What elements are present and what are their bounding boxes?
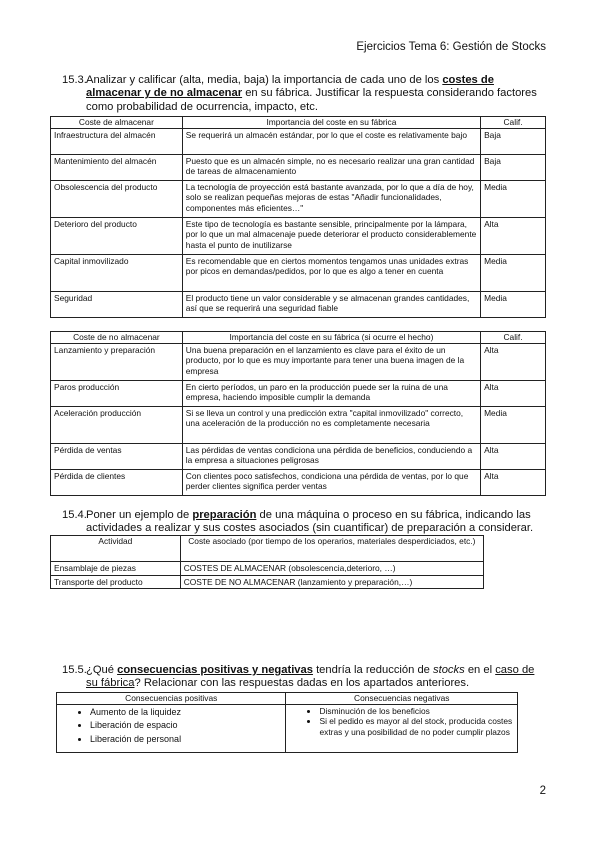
- column-header: Calif.: [481, 117, 546, 129]
- table-header-row: [57, 693, 518, 705]
- question-emphasis: preparación: [192, 509, 257, 521]
- negatives-list: [289, 706, 514, 738]
- column-header: Consecuencias negativas: [286, 693, 518, 705]
- question-15-5: [62, 664, 546, 691]
- cell: Una buena preparación en el lanzamiento es clave para el éxito de un producto, por lo que es muy importante para tener una buena imagen de la empresa: [182, 343, 480, 380]
- question-text: Poner un ejemplo de: [86, 509, 193, 521]
- cell: Pérdida de ventas: [51, 443, 183, 469]
- cell: Se requerirá un almacén estándar, por lo que el coste es relativamente bajo: [182, 128, 480, 154]
- cell: Lanzamiento y preparación: [51, 343, 183, 380]
- question-emphasis: costes de almacenar y de no almacenar: [86, 74, 494, 100]
- table-row: [51, 343, 546, 380]
- table-header-row: [51, 536, 484, 562]
- cell: Alta: [481, 343, 546, 380]
- column-header: Coste de almacenar: [51, 117, 183, 129]
- cell: Aceleración producción: [51, 406, 183, 443]
- table-row: [51, 254, 546, 291]
- cell: Paros producción: [51, 380, 183, 406]
- cell: Media: [481, 406, 546, 443]
- table-row: [51, 128, 546, 154]
- table-row: [51, 217, 546, 254]
- cell: [57, 704, 286, 752]
- table-row: [51, 154, 546, 180]
- question-number: 15.5.: [62, 664, 87, 676]
- cell: Baja: [481, 128, 546, 154]
- cell: Baja: [481, 154, 546, 180]
- question-15-4: [62, 509, 546, 536]
- table-costes-almacenar: [50, 116, 546, 318]
- cell: La tecnología de proyección está bastante avanzada, por lo que a día de hoy, solo se realizan pequeñas mejoras de estas "Añadir funcionalidades, componentes más eficientes…": [182, 180, 480, 217]
- cell: Media: [481, 291, 546, 317]
- table-row: [51, 562, 484, 576]
- list-item: • Liberación de espacio: [90, 719, 282, 733]
- cell: Con clientes poco satisfechos, condiciona una pérdida de ventas, por lo que perder clientes significa perder ventas: [182, 469, 480, 495]
- question-italic: stocks: [433, 664, 465, 676]
- cell: Media: [481, 180, 546, 217]
- cell: En cierto períodos, un paro en la producción puede ser la ruina de una empresa, haciendo imposible cumplir la demanda: [182, 380, 480, 406]
- question-text: tendría la reducción de: [312, 664, 433, 676]
- question-text: Analizar y calificar (alta, media, baja) la importancia de cada uno de los: [86, 74, 443, 86]
- column-header: Coste de no almacenar: [51, 332, 183, 344]
- list-item: • Aumento de la liquidez: [90, 706, 282, 720]
- question-text: en su fábrica. Justificar la respuesta considerando factores como probabilidad de ocurrencia, impacto, etc.: [86, 87, 537, 113]
- question-text: ¿Qué: [86, 664, 118, 676]
- cell: Transporte del producto: [51, 575, 181, 589]
- column-header: Actividad: [51, 536, 181, 562]
- table-row: [51, 575, 484, 589]
- cell: Las pérdidas de ventas condiciona una pérdida de beneficios, conduciendo a la empresa a situaciones peligrosas: [182, 443, 480, 469]
- cell: [286, 704, 518, 752]
- cell: Alta: [481, 443, 546, 469]
- cell: Media: [481, 254, 546, 291]
- column-header: Calif.: [481, 332, 546, 344]
- question-emphasis: consecuencias positivas y negativas: [117, 664, 313, 676]
- cell: Este tipo de tecnología es bastante sensible, principalmente por la lámpara, por lo que un mal almacenaje puede deteriorar el producto considerablemente hasta el punto de inutilizarse: [182, 217, 480, 254]
- question-15-3: [62, 74, 546, 114]
- cell: Pérdida de clientes: [51, 469, 183, 495]
- cell: Mantenimiento del almacén: [51, 154, 183, 180]
- question-number: 15.3.: [62, 74, 87, 86]
- question-underline: caso de su fábrica: [86, 664, 535, 690]
- cell: Alta: [481, 469, 546, 495]
- question-text: en el: [464, 664, 496, 676]
- table-row: [57, 704, 518, 752]
- page-number: 2: [539, 785, 546, 797]
- cell: Puesto que es un almacén simple, no es necesario realizar una gran cantidad de tareas de almacenamiento: [182, 154, 480, 180]
- list-item: • Si el pedido es mayor al del stock, producida costes extras y una posibilidad de no poder cumplir plazos: [319, 716, 514, 737]
- cell: Infraestructura del almacén: [51, 128, 183, 154]
- cell: Ensamblaje de piezas: [51, 562, 181, 576]
- table-row: [51, 180, 546, 217]
- question-number: 15.4.: [62, 509, 87, 521]
- cell: Es recomendable que en ciertos momentos tengamos unas unidades extras por picos en demandas/pedidos, por lo que es algo a tener en cuenta: [182, 254, 480, 291]
- page-header: Ejercicios Tema 6: Gestión de Stocks: [356, 41, 546, 53]
- table-costes-no-almacenar: [50, 331, 546, 496]
- table-header-row: [51, 117, 546, 129]
- question-text: ? Relacionar con las respuestas dadas en los apartados anteriores.: [134, 677, 470, 690]
- cell: El producto tiene un valor considerable y se almacenan grandes cantidades, así que se requerirá una seguridad fiable: [182, 291, 480, 317]
- table-consecuencias: [56, 692, 518, 753]
- cell: Si se lleva un control y una predicción extra "capital inmovilizado" correcto, una aceleración de la producción no es completamente necesaria: [182, 406, 480, 443]
- question-text: de una máquina o proceso en su fábrica, indicando las actividades a realizar y sus costes asociados (sin cuantificar) de preparación a considerar.: [86, 509, 534, 535]
- list-item: • Disminución de los beneficios: [319, 706, 514, 717]
- cell: COSTE DE NO ALMACENAR (lanzamiento y preparación,…): [180, 575, 483, 589]
- table-row: [51, 406, 546, 443]
- cell: Obsolescencia del producto: [51, 180, 183, 217]
- column-header: Importancia del coste en su fábrica: [182, 117, 480, 129]
- column-header: Importancia del coste en su fábrica (si ocurre el hecho): [182, 332, 480, 344]
- table-row: [51, 291, 546, 317]
- cell: Deterioro del producto: [51, 217, 183, 254]
- cell: Alta: [481, 380, 546, 406]
- list-item: • Liberación de personal: [90, 733, 282, 747]
- column-header: Coste asociado (por tiempo de los operarios, materiales desperdiciados, etc.): [180, 536, 483, 562]
- cell: Capital inmovilizado: [51, 254, 183, 291]
- cell: Alta: [481, 217, 546, 254]
- cell: COSTES DE ALMACENAR (obsolescencia,deterioro, …): [180, 562, 483, 576]
- table-row: [51, 380, 546, 406]
- cell: Seguridad: [51, 291, 183, 317]
- column-header: Consecuencias positivas: [57, 693, 286, 705]
- positives-list: [60, 706, 282, 747]
- table-row: [51, 469, 546, 495]
- table-row: [51, 443, 546, 469]
- table-header-row: [51, 332, 546, 344]
- table-preparacion: [50, 535, 484, 589]
